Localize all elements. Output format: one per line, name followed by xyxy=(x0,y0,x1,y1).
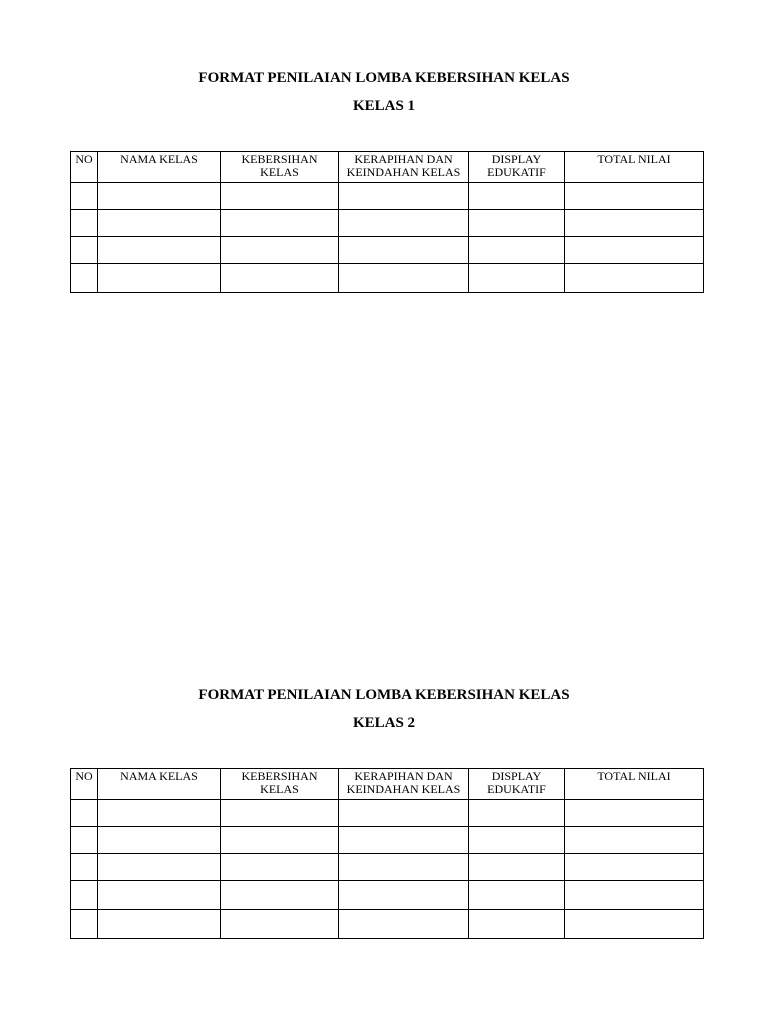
table-cell xyxy=(339,800,469,827)
table-cell xyxy=(469,264,565,293)
section-kelas-2 xyxy=(0,686,768,796)
table-cell xyxy=(565,183,704,210)
table-cell xyxy=(565,910,704,939)
table-cell xyxy=(71,237,98,264)
score-table xyxy=(70,151,704,293)
table-cell xyxy=(469,210,565,237)
table-cell xyxy=(221,854,339,881)
column-header-kerapihan-keindahan: KERAPIHAN DAN KEINDAHAN KELAS xyxy=(339,152,469,183)
form-title: FORMAT PENILAIAN LOMBA KEBERSIHAN KELAS xyxy=(198,70,570,86)
table-cell xyxy=(71,910,98,939)
table-cell xyxy=(339,910,469,939)
table-cell xyxy=(71,210,98,237)
table-cell xyxy=(565,854,704,881)
table-cell xyxy=(98,827,221,854)
table-row xyxy=(71,881,704,910)
table-cell xyxy=(71,827,98,854)
column-header-no: NO xyxy=(71,152,98,183)
column-header-total-nilai: TOTAL NILAI xyxy=(565,152,704,183)
table-cell xyxy=(98,881,221,910)
score-table xyxy=(70,768,704,939)
column-header-kebersihan-kelas: KEBERSIHAN KELAS xyxy=(221,152,339,183)
table-cell xyxy=(469,800,565,827)
table-row xyxy=(71,827,704,854)
table-cell xyxy=(565,210,704,237)
table-cell xyxy=(221,264,339,293)
table-cell xyxy=(221,210,339,237)
table-cell xyxy=(339,264,469,293)
table-cell xyxy=(71,881,98,910)
table-row xyxy=(71,237,704,264)
column-header-kerapihan-keindahan: KERAPIHAN DAN KEINDAHAN KELAS xyxy=(339,769,469,800)
table-cell xyxy=(98,237,221,264)
table-cell xyxy=(339,237,469,264)
table-cell xyxy=(339,183,469,210)
table-row xyxy=(71,210,704,237)
table-cell xyxy=(221,183,339,210)
table-cell xyxy=(71,854,98,881)
table-cell xyxy=(339,827,469,854)
table-header-row xyxy=(71,152,704,183)
table-cell xyxy=(221,237,339,264)
table-cell xyxy=(469,854,565,881)
table-row xyxy=(71,183,704,210)
table-cell xyxy=(565,237,704,264)
form-title: FORMAT PENILAIAN LOMBA KEBERSIHAN KELAS xyxy=(198,687,570,703)
column-header-kebersihan-kelas: KEBERSIHAN KELAS xyxy=(221,769,339,800)
table-cell xyxy=(98,264,221,293)
table-row xyxy=(71,910,704,939)
column-header-total-nilai: TOTAL NILAI xyxy=(565,769,704,800)
column-header-no: NO xyxy=(71,769,98,800)
table-cell xyxy=(98,910,221,939)
table-cell xyxy=(98,800,221,827)
column-header-nama-kelas: NAMA KELAS xyxy=(98,769,221,800)
table-row xyxy=(71,264,704,293)
table-row xyxy=(71,800,704,827)
table-cell xyxy=(469,237,565,264)
column-header-nama-kelas: NAMA KELAS xyxy=(98,152,221,183)
table-cell xyxy=(339,210,469,237)
table-row xyxy=(71,854,704,881)
table-cell xyxy=(98,183,221,210)
table-cell xyxy=(71,183,98,210)
column-header-display-edukatif: DISPLAY EDUKATIF xyxy=(469,769,565,800)
table-cell xyxy=(98,854,221,881)
column-header-display-edukatif: DISPLAY EDUKATIF xyxy=(469,152,565,183)
table-cell xyxy=(339,881,469,910)
section-kelas-1 xyxy=(0,69,768,179)
table-cell xyxy=(71,264,98,293)
table-cell xyxy=(469,183,565,210)
table-cell xyxy=(221,827,339,854)
table-cell xyxy=(98,210,221,237)
table-cell xyxy=(565,264,704,293)
table-header-row xyxy=(71,769,704,800)
table-cell xyxy=(565,881,704,910)
table-cell xyxy=(565,800,704,827)
class-subtitle: KELAS 2 xyxy=(352,715,416,731)
table-cell xyxy=(221,881,339,910)
table-cell xyxy=(339,854,469,881)
table-cell xyxy=(469,827,565,854)
table-cell xyxy=(469,910,565,939)
table-cell xyxy=(71,800,98,827)
table-cell xyxy=(221,800,339,827)
table-cell xyxy=(221,910,339,939)
table-cell xyxy=(565,827,704,854)
table-cell xyxy=(469,881,565,910)
class-subtitle: KELAS 1 xyxy=(352,98,416,114)
